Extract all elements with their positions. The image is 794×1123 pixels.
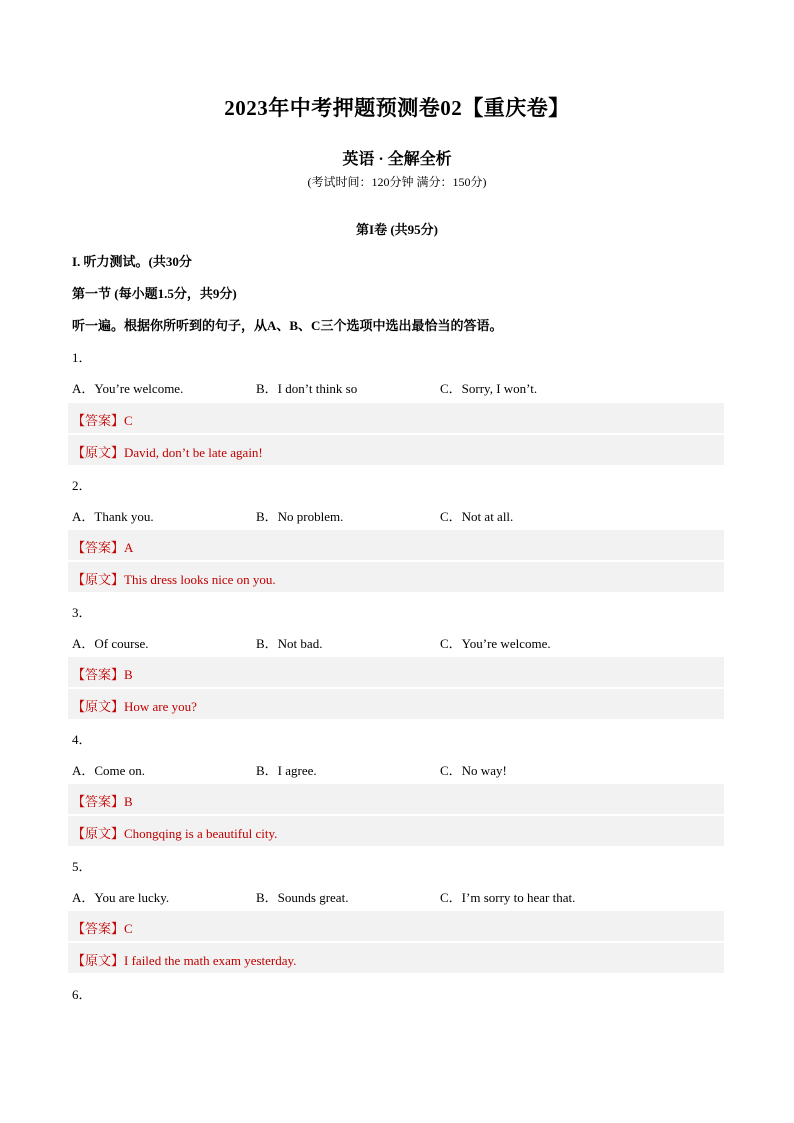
options-row	[72, 887, 724, 907]
exam-info: (考试时间：120分钟 满分：150分)	[307, 175, 487, 189]
answer-shade	[68, 530, 724, 560]
option-a: A．You are lucky.	[72, 890, 170, 905]
script-line	[72, 442, 263, 461]
page-title: 2023年中考押题预测卷02【重庆卷】	[224, 96, 570, 120]
options-row	[72, 378, 724, 398]
option-b: B．Sounds great.	[256, 890, 349, 905]
script-text: How are you?	[124, 699, 197, 714]
question-number: 5．	[72, 859, 92, 874]
answer-value: B	[124, 794, 133, 809]
answer-tag: 【答案】	[72, 921, 125, 936]
option-a: A．Thank you.	[72, 509, 154, 524]
answer-value: C	[124, 413, 133, 428]
script-tag: 【原文】	[72, 826, 125, 841]
option-a: A．You’re welcome.	[72, 381, 184, 396]
question-number: 3．	[72, 605, 92, 620]
script-text: I failed the math exam yesterday.	[124, 953, 297, 968]
answer-tag: 【答案】	[72, 794, 125, 809]
option-c: C．No way!	[440, 763, 507, 778]
question-number: 6．	[72, 987, 92, 1002]
answer-line	[72, 537, 133, 556]
answer-tag: 【答案】	[72, 413, 125, 428]
answer-line	[72, 791, 133, 810]
question-number: 4．	[72, 732, 92, 747]
script-line	[72, 696, 197, 715]
option-c: C．I’m sorry to hear that.	[440, 890, 576, 905]
option-a: A．Come on.	[72, 763, 145, 778]
part-heading: I. 听力测试。(共30分	[72, 254, 192, 269]
option-a: A．Of course.	[72, 636, 149, 651]
options-row	[72, 760, 724, 780]
option-c: C．You’re welcome.	[440, 636, 551, 651]
answer-shade	[68, 403, 724, 433]
script-line	[72, 823, 277, 842]
script-line	[72, 950, 296, 969]
answer-line	[72, 410, 133, 429]
script-text: Chongqing is a beautiful city.	[124, 826, 278, 841]
answer-tag: 【答案】	[72, 667, 125, 682]
script-text: David, don’t be late again!	[124, 445, 263, 460]
answer-shade	[68, 657, 724, 687]
script-tag: 【原文】	[72, 572, 125, 587]
option-c: C．Sorry, I won’t.	[440, 381, 538, 396]
options-row	[72, 633, 724, 653]
answer-line	[72, 664, 133, 683]
option-b: B．Not bad.	[256, 636, 323, 651]
script-text: This dress looks nice on you.	[124, 572, 276, 587]
answer-line	[72, 918, 133, 937]
question-number: 1．	[72, 350, 92, 365]
script-line	[72, 569, 276, 588]
answer-value: B	[124, 667, 133, 682]
section-title: 第I卷 (共95分)	[356, 222, 438, 237]
option-b: B．I don’t think so	[256, 381, 358, 396]
option-c: C．Not at all.	[440, 509, 514, 524]
script-tag: 【原文】	[72, 445, 125, 460]
answer-value: C	[124, 921, 133, 936]
subpart-heading: 第一节 (每小题1.5分，共9分)	[72, 286, 237, 301]
answer-shade	[68, 784, 724, 814]
answer-tag: 【答案】	[72, 540, 125, 555]
answer-shade	[68, 911, 724, 941]
option-b: B．I agree.	[256, 763, 317, 778]
script-tag: 【原文】	[72, 699, 125, 714]
question-number: 2．	[72, 478, 92, 493]
page-subtitle: 英语 · 全解全析	[342, 151, 452, 168]
answer-value: A	[124, 540, 134, 555]
script-tag: 【原文】	[72, 953, 125, 968]
instruction-text: 听一遍。根据你所听到的句子，从A、B、C三个选项中选出最恰当的答语。	[72, 318, 503, 333]
options-row	[72, 506, 724, 526]
option-b: B．No problem.	[256, 509, 344, 524]
